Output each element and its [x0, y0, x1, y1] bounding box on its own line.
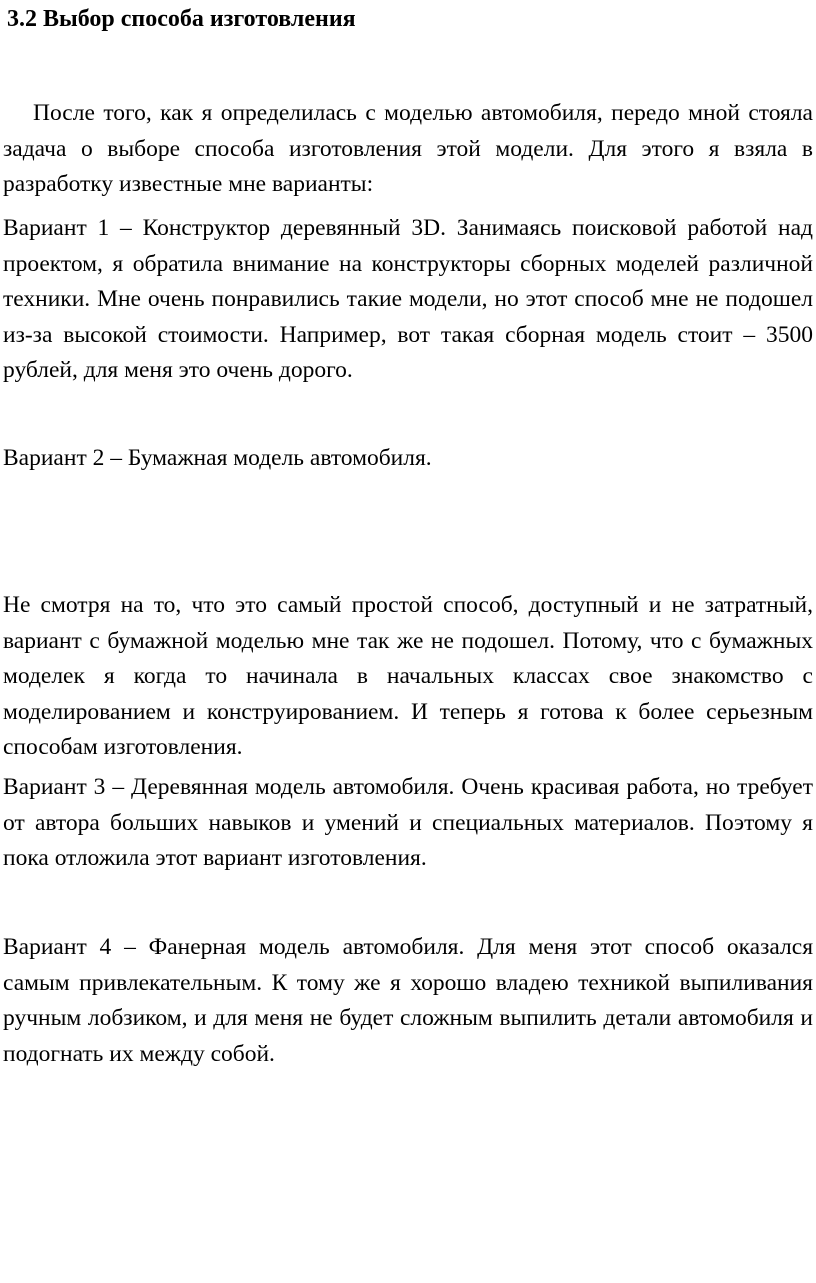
variant-1-paragraph: Вариант 1 – Конструктор деревянный 3D. Занимаясь поисковой работой над проектом, я обратила внимание на конструкторы сборных моделей различной техники. Мне очень понравились такие модели, но этот способ мне не подошел из-за высокой стоимости. Например, вот такая сборная модель стоит – 3500 рублей, для меня это очень дорого.	[3, 215, 813, 383]
variant-2-comment-paragraph: Не смотря на то, что это самый простой способ, доступный и не затратный, вариант с бумажной моделью мне так же не подошел. Потому, что с бумажных моделек я когда то начинала в начальных классах свое знакомство с моделированием и конструированием. И теперь я готова к более серьезным способам изготовления.	[3, 592, 813, 760]
variant-2-paragraph: Вариант 2 – Бумажная модель автомобиля.	[3, 445, 432, 471]
variant-3-paragraph: Вариант 3 – Деревянная модель автомобиля. Очень красивая работа, но требует от автора больших навыков и умений и специальных материалов. Поэтому я пока отложила этот вариант изготовления.	[3, 774, 813, 871]
variant-4-paragraph: Вариант 4 – Фанерная модель автомобиля. Для меня этот способ оказался самым привлекательным. К тому же я хорошо владею техникой выпиливания ручным лобзиком, и для меня не будет сложным выпилить детали автомобиля и подогнать их между собой.	[3, 934, 813, 1067]
section-heading: 3.2 Выбор способа изготовления	[7, 6, 356, 32]
intro-paragraph: После того, как я определилась с моделью автомобиля, передо мной стояла задача о выборе способа изготовления этой модели. Для этого я взяла в разработку известные мне варианты:	[3, 100, 813, 197]
